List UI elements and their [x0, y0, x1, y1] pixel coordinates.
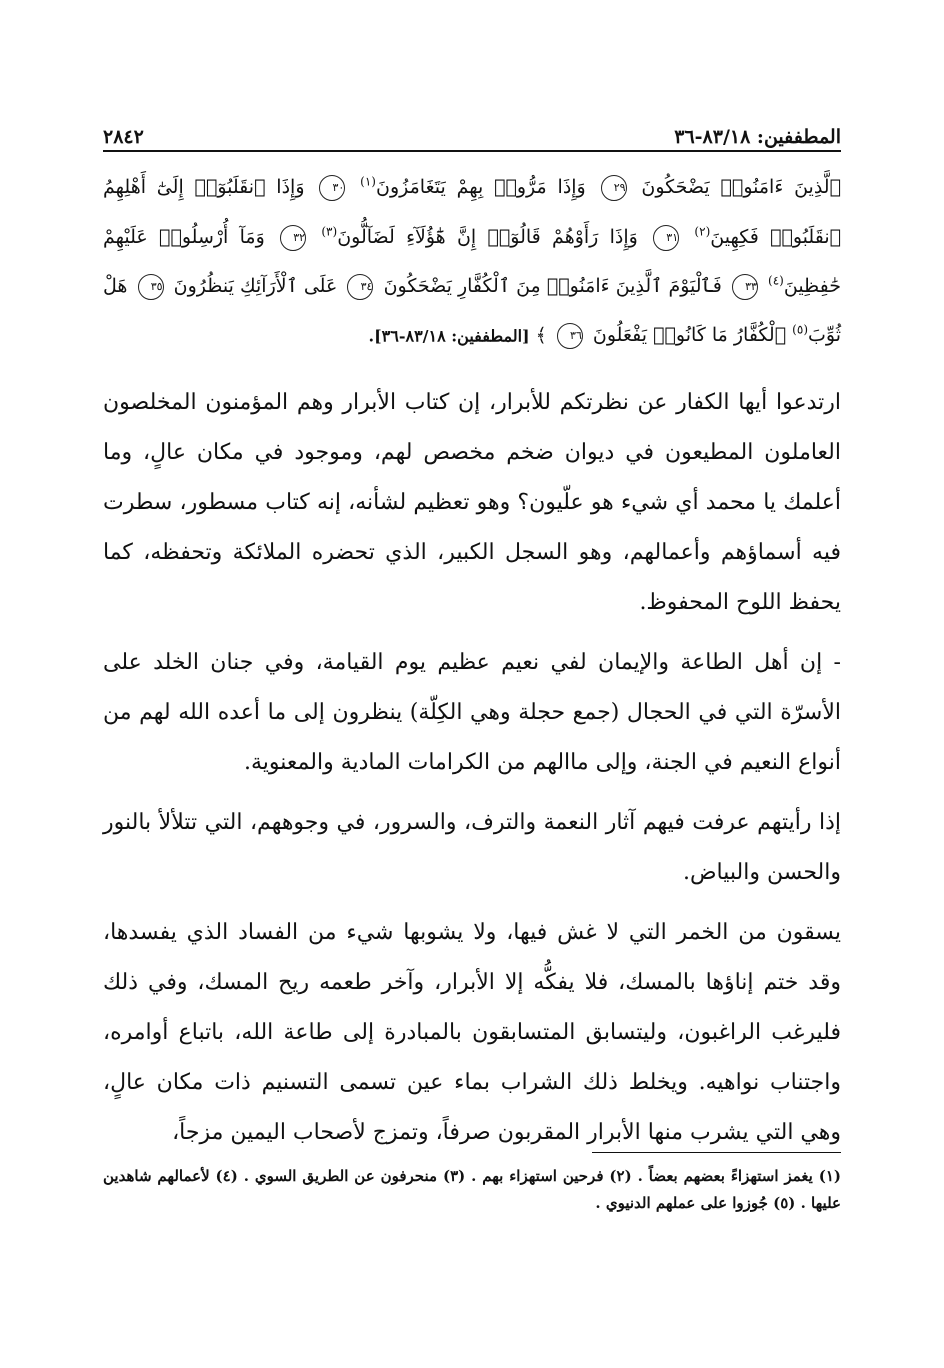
- ayah-number-marker: ٣١: [653, 225, 679, 251]
- paragraph: - إن أهل الطاعة والإيمان لفي نعيم عظيم يوم القيامة، وفي جنان الخلد على الأسرّة التي في الحجال (جمع حجلة وهي الكِلّة) ينظرون إلى ما أعده الله لهم من أنواع النعيم في الجنة، وإلى ماالهم من الكرامات المادية والمعنوية.: [103, 650, 841, 775]
- ayah-30: وَإِذَا مَرُّوا۟ بِهِمْ يَتَغَامَزُونَ$^{(١)}$ ٣٠: [315, 176, 585, 198]
- ayah-29: ٱلَّذِينَ ءَامَنُوا۟ يَضْحَكُونَ ٢٩: [597, 176, 841, 198]
- ayah-34: فَٱلْيَوْمَ ٱلَّذِينَ ءَامَنُوا۟ مِنَ ٱلْكُفَّارِ يَضْحَكُونَ ٣٤: [343, 275, 721, 297]
- footnote-ref: (٢): [694, 224, 711, 239]
- ayah-number-marker: ٣٢: [280, 225, 306, 251]
- surah-title: المطففين: ٨٣/١٨-٣٦: [674, 126, 841, 148]
- ayah-36: هَلْ ثُوِّبَ$^{(٥)}$ ٱلْكُفَّارُ مَا كَانُوا۟ يَفْعَلُونَ ٣٦: [103, 275, 841, 346]
- header-divider: [103, 150, 841, 152]
- footnote-ref: (١): [360, 175, 376, 189]
- footnote-ref: (٣): [321, 224, 338, 239]
- ayah-35: عَلَى ٱلْأَرَآئِكِ يَنظُرُونَ ٣٥: [134, 275, 338, 297]
- ayah-number-marker: ٣٤: [347, 274, 373, 300]
- footnote-text: (١) يغمز استهزاءً بعضهم بعضاً . (٢) فرحين استهزاء بهم . (٣) منحرفون عن الطريق السوي . (٤) لأعمالهم شاهدين عليها . (٥) جُوزوا على عملهم الدنيوي .: [103, 1167, 842, 1212]
- ayah-33: وَمَآ أُرْسِلُوا۟ عَلَيْهِمْ حَٰفِظِينَ$^{(٤)}$ ٣٣: [103, 226, 841, 297]
- ayah-number-marker: ٢٩: [601, 175, 627, 201]
- page-number: ٢٨٤٢: [103, 126, 144, 148]
- footnote-ref: (٤): [768, 273, 784, 288]
- ayah-number-marker: ٣٠: [319, 175, 345, 201]
- paragraph: ارتدعوا أيها الكفار عن نظرتكم للأبرار، إن كتاب الأبرار وهم المؤمنون المخلصون العاملون المطيعون في ديوان ضخم مخصص لهم، وموجود في مكان عالٍ، وما أعلمك يا محمد أي شيء هو علّيون؟ وهو تعظيم لشأنه، إنه كتاب مسطور، سطرت فيه أسماؤهم وأعمالهم، وهو السجل الكبير، الذي تحضره الملائكة وتحفظه، كما يحفظ اللوح المحفوظ.: [103, 390, 841, 615]
- page-header: [103, 108, 841, 148]
- ayah-32: وَإِذَا رَأَوْهُمْ قَالُوٓا۟ إِنَّ هَٰٓؤُلَآءِ لَضَآلُّونَ$^{(٣)}$ ٣٢: [276, 226, 638, 248]
- paragraph: يسقون من الخمر التي لا غش فيها، ولا يشوبها شيء من الفساد الذي يفسدها، وقد ختم إناؤها بالمسك، فلا يفكُّه إلا الأبرار، وآخر طعمه ريح المسك، وفي ذلك فليرغب الراغبون، وليتسابق المتسابقون بالمبادرة إلى طاعة الله، باتباع أوامره، واجتناب نواهيه. ويخلط ذلك الشراب بماء عين تسمى التسنيم ذات مكان عالٍ، وهي التي يشرب منها الأبرار المقربون صرفاً، وتمزج لأصحاب اليمين مزجاً،: [103, 920, 841, 1145]
- footnote-ref: (٥): [792, 322, 808, 337]
- quran-end-mark: ﴾: [535, 324, 547, 347]
- ayah-number-marker: ٣٣: [732, 274, 758, 300]
- quran-reference: [المطففين: ٨٣/١٨-٣٦].: [368, 326, 530, 346]
- ayah-number-marker: ٣٦: [557, 323, 583, 349]
- commentary-body: [103, 378, 841, 1168]
- footnote-divider: [592, 1152, 841, 1153]
- ayah-number-marker: ٣٥: [138, 274, 164, 300]
- ayah-31: وَإِذَا ٱنقَلَبُوٓا۟ إِلَىٰٓ أَهْلِهِمُ ٱنقَلَبُوا۟ فَكِهِينَ$^{(٢)}$ ٣١: [103, 176, 841, 247]
- paragraph: إذا رأيتهم عرفت فيهم آثار النعمة والترف، والسرور، في وجوههم، التي تتلألأ بالنور والحسن والبياض.: [103, 810, 841, 885]
- footnotes: [103, 1163, 841, 1217]
- quran-verses: [103, 160, 841, 358]
